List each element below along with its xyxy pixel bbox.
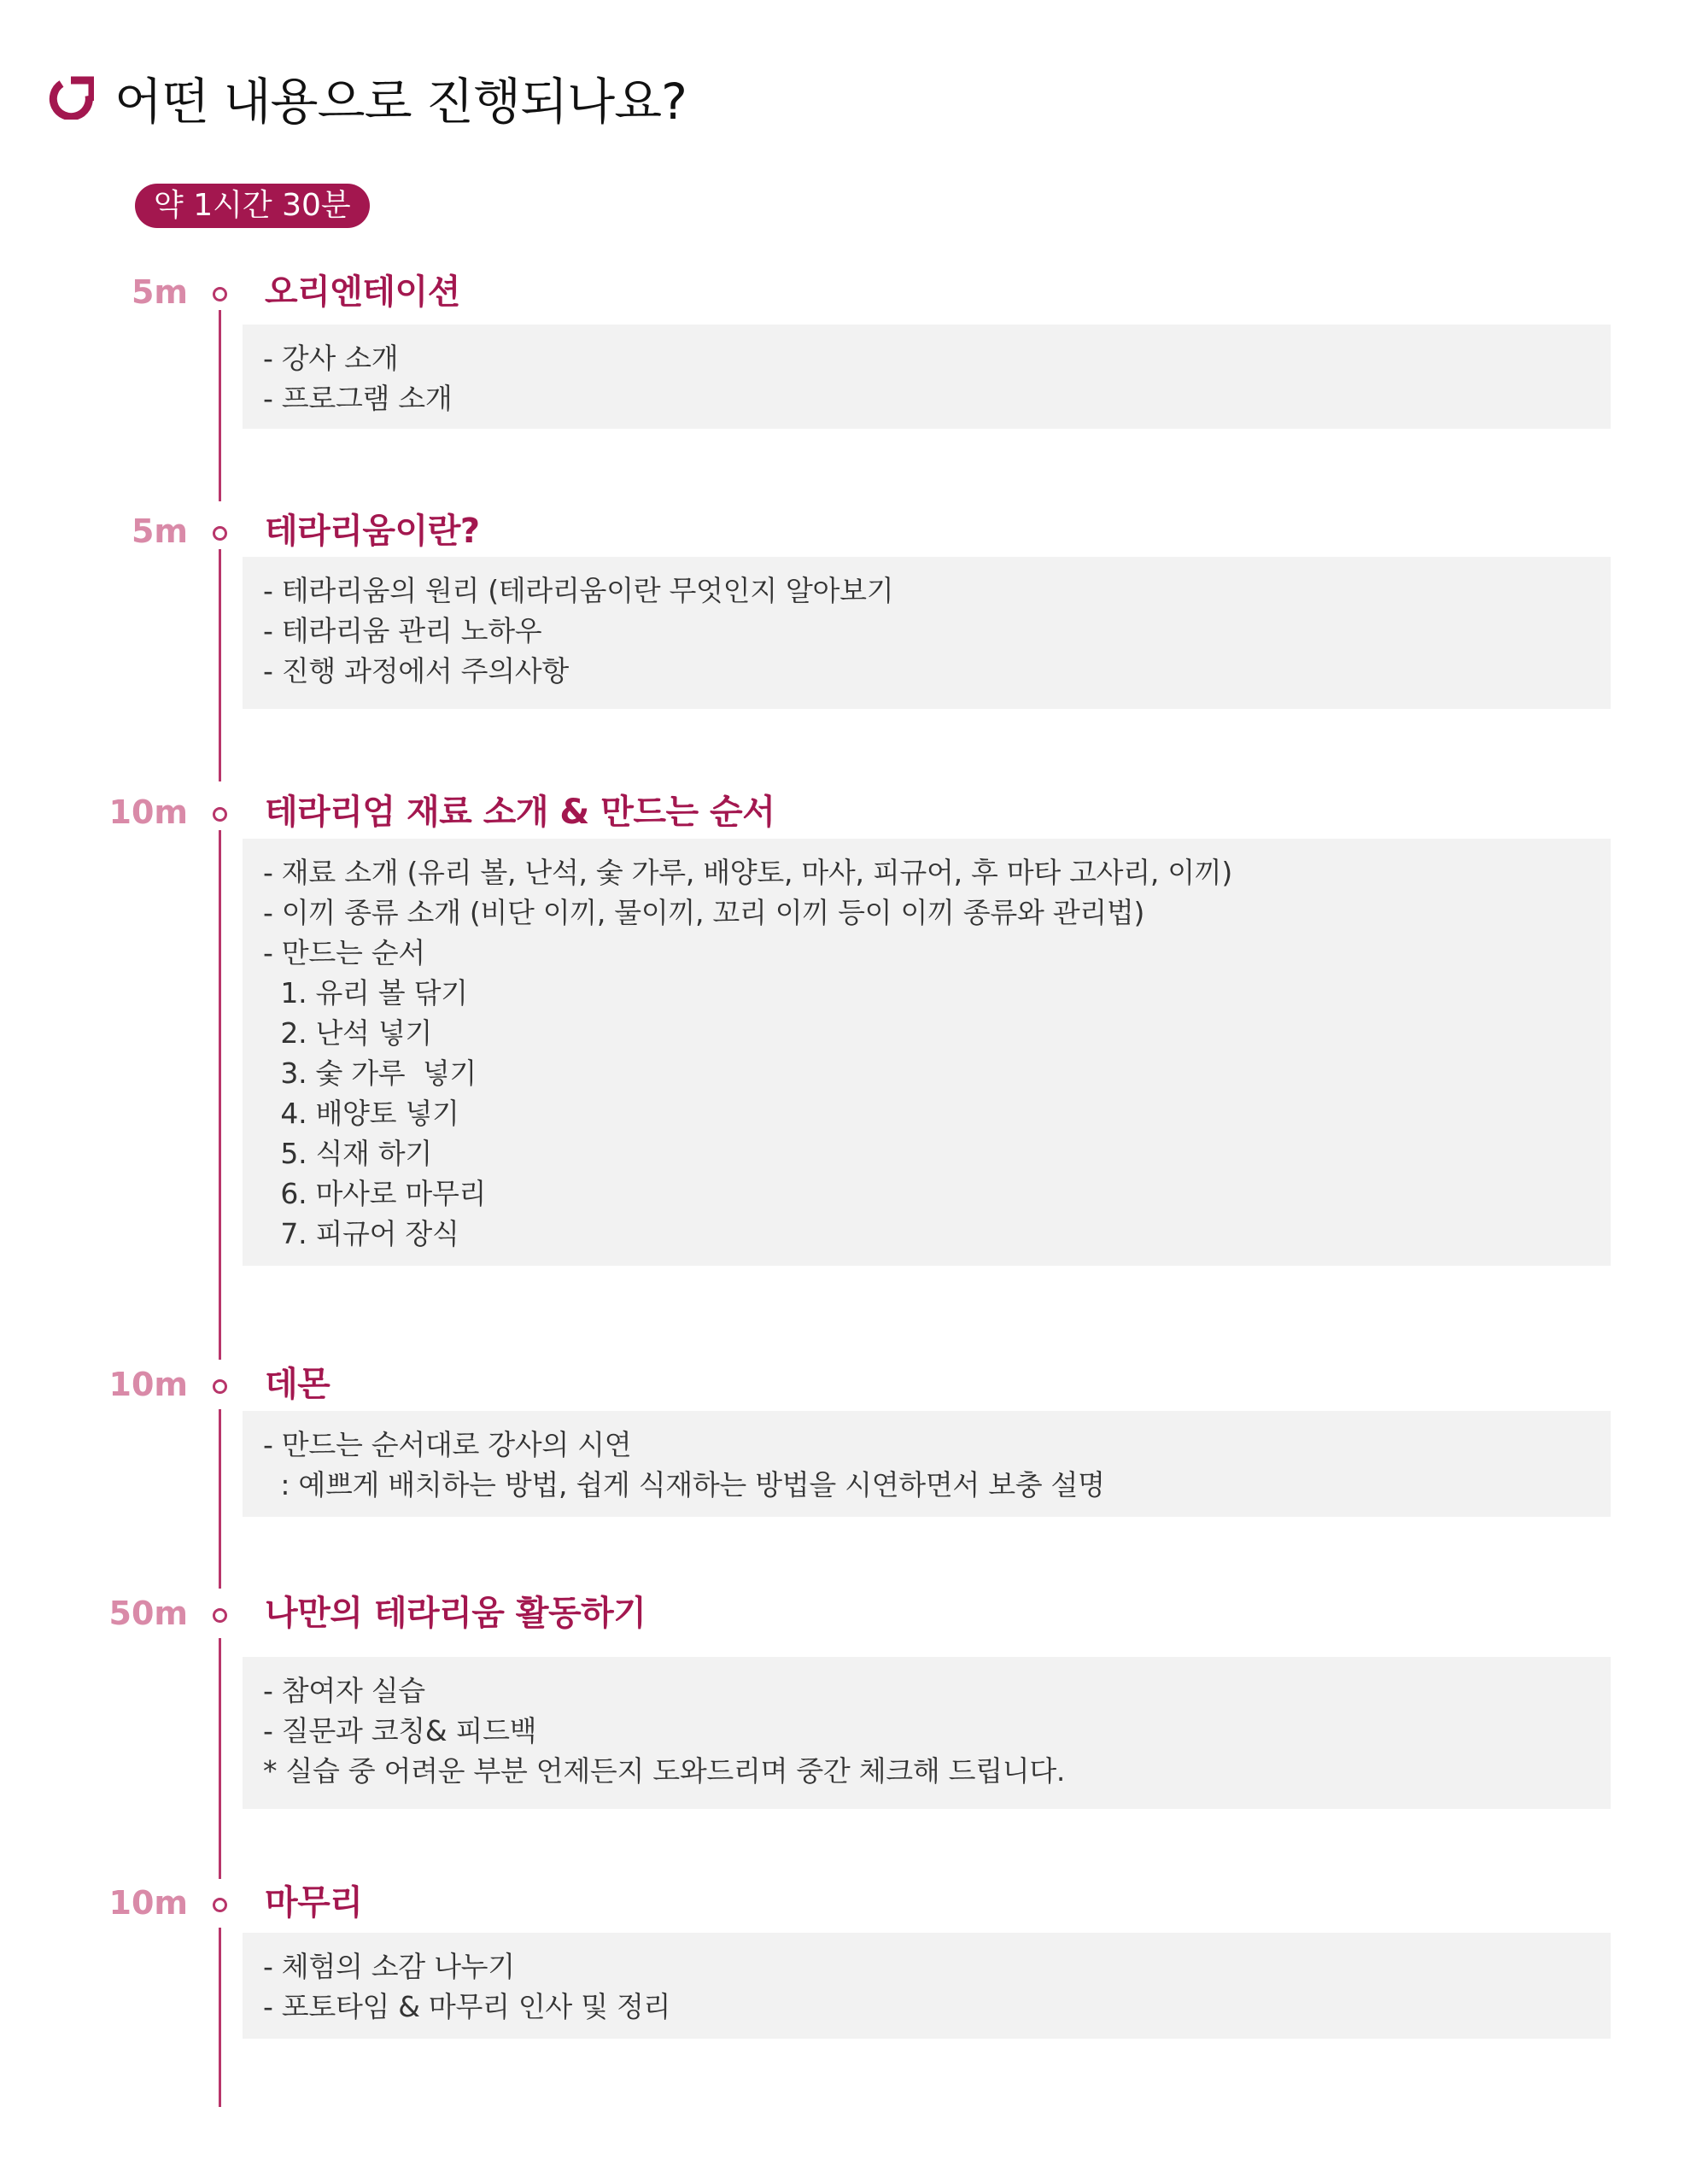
content-line: 5. 식재 하기 [263,1137,432,1170]
content-box [243,839,1611,1266]
content-line: - 만드는 순서대로 강사의 시연 [263,1428,632,1461]
content-line: 3. 숯 가루 넣기 [263,1056,477,1090]
content-box [243,1657,1611,1809]
section-title: 나만의 테라리움 활동하기 [265,1594,646,1633]
content-line: 4. 배양토 넣기 [263,1097,459,1130]
content-line: - 이끼 종류 소개 (비단 이끼, 물이끼, 꼬리 이끼 등이 이끼 종류와 관리법) [263,896,1145,929]
content-line: - 테라리움 관리 노하우 [263,614,542,647]
timeline-line [219,1928,221,2107]
time-label: 10m [108,1884,188,1922]
content-line: - 진행 과정에서 주의사항 [263,654,569,688]
content-line: - 체험의 소감 나누기 [263,1950,515,1983]
content-line: - 참여자 실습 [263,1674,425,1707]
duration-badge: 약 1시간 30분 [135,184,370,228]
time-label: 5m [131,273,188,311]
content-line: - 만드는 순서 [263,936,425,969]
content-line: - 프로그램 소개 [263,382,453,415]
time-label: 5m [131,512,188,550]
timeline-dot [213,1898,227,1912]
timeline-line [219,310,221,501]
time-label: 50m [108,1595,188,1632]
content-box [243,325,1611,429]
content-line: 1. 유리 볼 닦기 [263,976,468,1010]
timeline-dot [213,526,227,541]
timeline-line [219,830,221,1360]
timeline-dot [213,807,227,822]
timeline-dot [213,287,227,301]
section-title: 데몬 [265,1365,330,1404]
timeline-line [219,549,221,781]
content-line: - 질문과 코칭& 피드백 [263,1714,537,1747]
content-line: * 실습 중 어려운 부분 언제든지 도와드리며 중간 체크해 드립니다. [263,1754,1066,1788]
timeline-line [219,1409,221,1589]
content-box [243,557,1611,709]
content-box [243,1933,1611,2039]
time-label: 10m [108,793,188,831]
section-title: 오리엔테이션 [265,272,460,312]
content-line: 7. 피규어 장식 [263,1217,459,1250]
content-line: - 포토타임 & 마무리 인사 및 정리 [263,1990,671,2023]
content-box [243,1411,1611,1517]
content-line: 6. 마사로 마무리 [263,1177,487,1210]
brand-logo-icon [48,75,94,120]
time-label: 10m [108,1366,188,1403]
timeline-line [219,1638,221,1879]
content-line: : 예쁘게 배치하는 방법, 쉽게 식재하는 방법을 시연하면서 보충 설명 [263,1468,1105,1501]
section-title: 테라리움이란? [265,512,480,551]
page-title: 어떤 내용으로 진행되나요? [114,73,687,131]
content-line: - 재료 소개 (유리 볼, 난석, 숯 가루, 배양토, 마사, 피규어, 후 마타 고사리, 이끼) [263,856,1232,889]
section-title: 마무리 [265,1883,363,1923]
timeline-dot [213,1379,227,1394]
timeline-dot [213,1608,227,1623]
content-line: - 테라리움의 원리 (테라리움이란 무엇인지 알아보기 [263,574,894,607]
content-line: 2. 난석 넣기 [263,1016,432,1050]
section-title: 테라리엄 재료 소개 & 만드는 순서 [265,793,775,832]
content-line: - 강사 소개 [263,342,399,375]
